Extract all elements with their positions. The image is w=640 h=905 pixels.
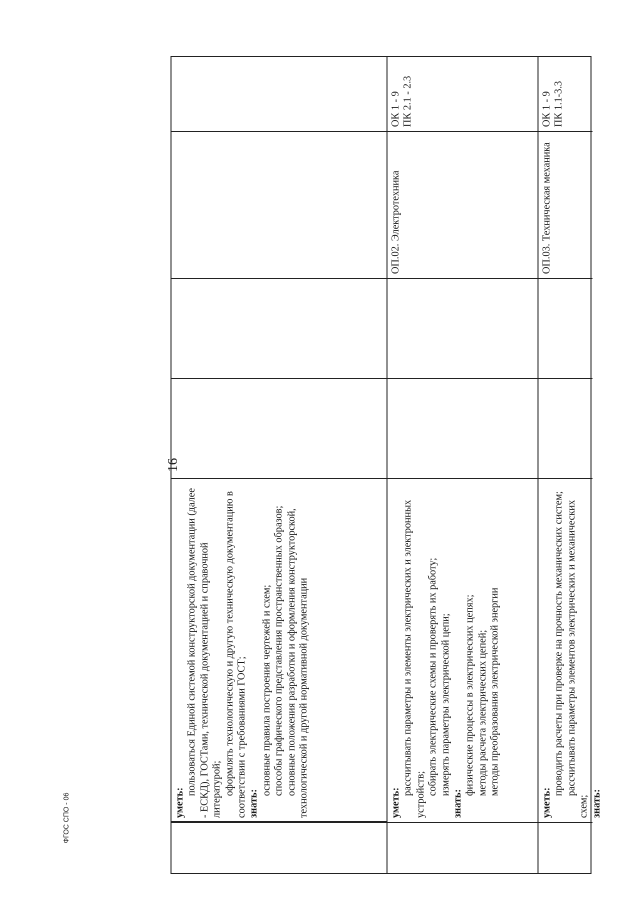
hours-max-cell bbox=[539, 378, 593, 478]
requirement-line: основные положения разработки и оформления конструкторской, технологической и другой нормативной документации bbox=[286, 507, 310, 818]
requirement-line: рассчитывать параметры элементов электрических и механических схем; bbox=[566, 499, 590, 818]
requirements-cell bbox=[172, 478, 387, 822]
requirements-table bbox=[171, 56, 603, 874]
competency-code: ПК 2.1 - 2.3 bbox=[402, 75, 414, 127]
competencies-cell bbox=[388, 55, 538, 131]
index-cell bbox=[172, 822, 387, 873]
requirement-line: методы расчета электрических цепей; bbox=[477, 629, 489, 796]
requirement-line: измерять параметры электрической цепи; bbox=[440, 612, 452, 796]
requirement-line: уметь: bbox=[174, 786, 186, 818]
competency-code: ОК 1 - 9 bbox=[390, 90, 402, 127]
requirement-line: знать: bbox=[452, 788, 464, 818]
competencies-cell bbox=[172, 55, 387, 131]
requirement-line: знать: bbox=[591, 788, 603, 818]
requirement-line: уметь: bbox=[390, 786, 402, 818]
page-number: 16 bbox=[166, 457, 181, 472]
requirement-line: способы графического представления пространственных образов; bbox=[273, 505, 285, 796]
requirement-line: методы преобразования электрической энергии bbox=[489, 587, 501, 796]
discipline-cell bbox=[388, 131, 538, 278]
footer-mark: ФГОС СПО - 06 bbox=[63, 792, 71, 843]
index-cell bbox=[388, 822, 538, 873]
table-row bbox=[172, 57, 388, 873]
requirement-line: знать: bbox=[248, 788, 260, 818]
discipline-cell bbox=[172, 131, 387, 278]
requirement-line: проводить расчеты при проверке на прочность механических систем; bbox=[553, 490, 565, 796]
requirement-line: уметь: bbox=[541, 786, 553, 818]
hours-class-cell bbox=[388, 278, 538, 378]
requirement-line: пользоваться Единой системой конструкторской документации (далее - ЕСКД), ГОСТами, технической документацией и справочной литературой; bbox=[186, 487, 223, 818]
index-cell bbox=[539, 822, 593, 873]
requirements-cell bbox=[388, 478, 538, 822]
requirement-line: оформлять технологическую и другую техническую документацию в соответствии с требованиями ГОСТ; bbox=[224, 490, 248, 818]
competencies-cell bbox=[539, 55, 593, 131]
requirement-line: рассчитывать параметры и элементы электрических и электронных устройств; bbox=[402, 499, 427, 818]
hours-class-cell bbox=[539, 278, 593, 378]
discipline-name: ОП.03. Техническая механика bbox=[541, 141, 553, 274]
table-row bbox=[388, 57, 539, 873]
discipline-name: ОП.02. Электротехника bbox=[390, 170, 402, 274]
table-row bbox=[539, 57, 603, 873]
hours-max-cell bbox=[388, 378, 538, 478]
requirement-line: физические процессы в электрических цепях; bbox=[464, 594, 476, 796]
requirements-cell bbox=[539, 478, 603, 822]
competency-code: ОК 1 - 9 bbox=[541, 90, 553, 127]
hours-class-cell bbox=[172, 278, 387, 378]
hours-max-cell bbox=[172, 378, 387, 478]
requirement-line: собирать электрические схемы и проверять их работу; bbox=[427, 557, 439, 796]
discipline-cell bbox=[539, 131, 593, 278]
competency-code: ПК 1.1-3.3 bbox=[553, 80, 565, 127]
requirement-line: основные правила построения чертежей и схем; bbox=[261, 584, 273, 796]
